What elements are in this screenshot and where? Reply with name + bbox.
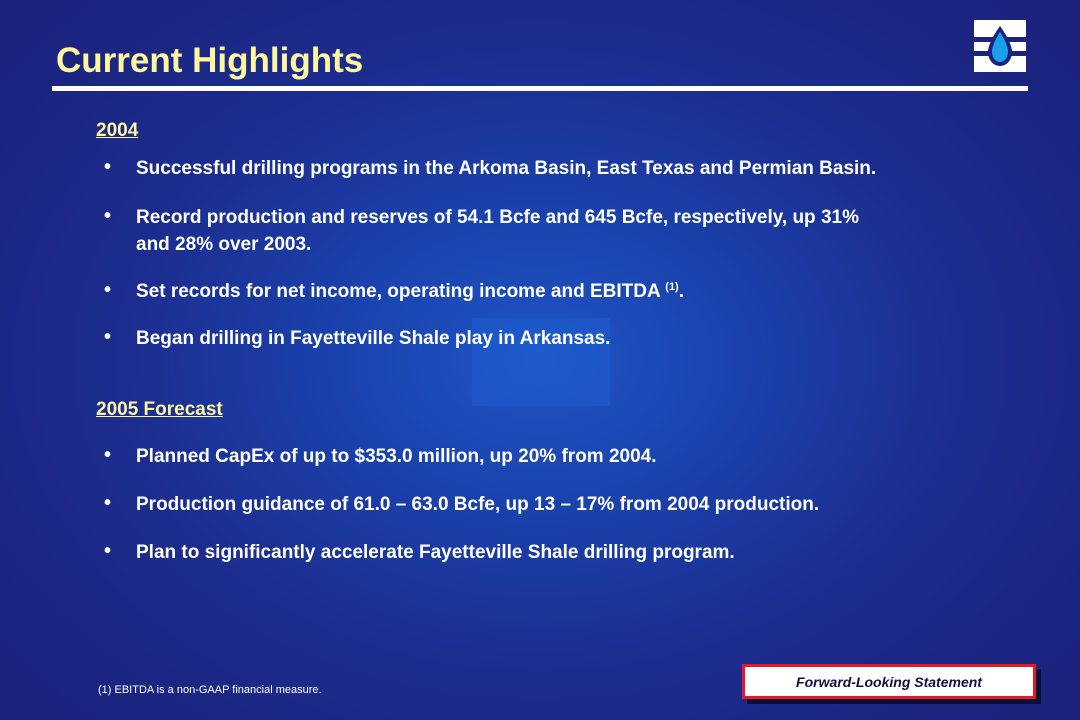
bullet-text: Production guidance of 61.0 – 63.0 Bcfe, up 13 – 17% from 2004 production. <box>136 494 820 515</box>
list-item <box>104 443 1024 470</box>
list-item <box>104 278 1024 305</box>
bullet-icon: • <box>104 492 112 514</box>
list-item <box>104 155 1024 182</box>
bullet-list-2004 <box>104 155 1024 352</box>
company-logo-drop-icon <box>974 20 1026 72</box>
bullet-text-line-1: Record production and reserves of 54.1 Bcfe and 645 Bcfe, respectively, up 31% <box>136 207 859 228</box>
bullet-text: Began drilling in Fayetteville Shale play in Arkansas. <box>136 328 611 349</box>
bullet-icon: • <box>104 444 112 466</box>
list-item <box>104 491 1024 518</box>
bullet-text: Planned CapEx of up to $353.0 million, up 20% from 2004. <box>136 446 657 467</box>
title-underline-rule <box>52 86 1028 91</box>
bullet-text: Successful drilling programs in the Arkoma Basin, East Texas and Permian Basin. <box>136 158 877 179</box>
list-item <box>104 539 1024 566</box>
forward-looking-statement-label: Forward-Looking Statement <box>796 673 982 690</box>
forward-looking-statement-box[interactable] <box>742 664 1036 699</box>
section-heading-2005-forecast: 2005 Forecast <box>96 399 223 420</box>
bullet-text: Plan to significantly accelerate Fayetteville Shale drilling program. <box>136 542 735 563</box>
bullet-list-2005-forecast <box>104 443 1024 566</box>
list-item <box>104 204 1024 258</box>
footnote: (1) EBITDA is a non-GAAP financial measure. <box>98 684 322 696</box>
list-item <box>104 325 1024 352</box>
bullet-icon: • <box>104 326 112 348</box>
bullet-icon: • <box>104 279 112 301</box>
bullet-icon: • <box>104 540 112 562</box>
section-heading-2004: 2004 <box>96 120 139 141</box>
bullet-text-end: . <box>678 281 685 302</box>
bullet-icon: • <box>104 156 112 178</box>
slide-title: Current Highlights <box>56 41 364 80</box>
bullet-text: Set records for net income, operating income and EBITDA <box>136 281 660 302</box>
footnote-marker: (1) <box>665 281 679 293</box>
bullet-icon: • <box>104 205 112 227</box>
bullet-text-line-2: and 28% over 2003. <box>136 234 312 255</box>
